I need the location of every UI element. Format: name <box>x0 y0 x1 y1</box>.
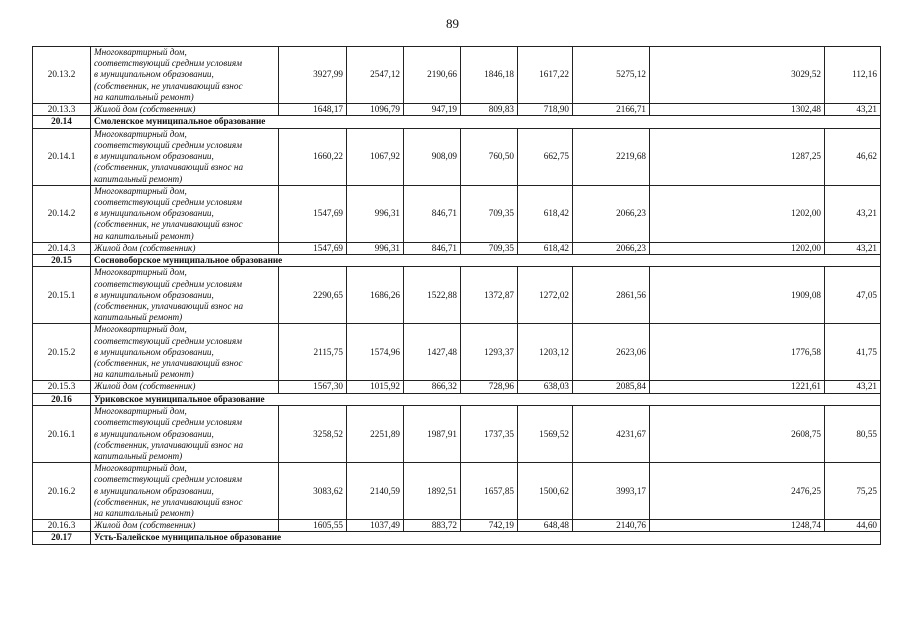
section-row <box>33 532 881 545</box>
value-cell: 996,31 <box>347 185 404 242</box>
description-line: соответствующий средним условиям <box>94 139 242 150</box>
value-cell: 3029,52 <box>650 47 825 104</box>
value-cell: 1293,37 <box>461 324 518 381</box>
row-description <box>91 47 279 104</box>
table-row <box>33 128 881 185</box>
value-cell: 112,16 <box>825 47 881 104</box>
value-cell: 1737,35 <box>461 406 518 463</box>
row-code: 20.15.2 <box>33 324 91 381</box>
value-cell: 618,42 <box>518 185 573 242</box>
description-line: на капитальный ремонт) <box>94 230 194 241</box>
value-cell: 1660,22 <box>279 128 347 185</box>
section-row <box>33 393 881 406</box>
row-code: 20.16.2 <box>33 463 91 520</box>
section-code: 20.17 <box>33 532 91 545</box>
description-line: Жилой дом (собственник) <box>94 520 196 531</box>
value-cell: 2623,06 <box>573 324 650 381</box>
description-line: Многоквартирный дом, <box>94 128 187 139</box>
row-description <box>91 381 279 393</box>
value-cell: 41,75 <box>825 324 881 381</box>
value-cell: 1648,17 <box>279 104 347 116</box>
value-cell: 2861,56 <box>573 267 650 324</box>
description-line: (собственник, не уплачивающий взнос <box>94 219 243 230</box>
value-cell: 846,71 <box>404 242 461 254</box>
table-row <box>33 47 881 104</box>
description-line: в муниципальном образовании, <box>94 151 214 162</box>
value-cell: 1015,92 <box>347 381 404 393</box>
row-code: 20.13.3 <box>33 104 91 116</box>
row-code: 20.15.1 <box>33 267 91 324</box>
description-line: Жилой дом (собственник) <box>94 381 196 392</box>
description-line: соответствующий средним условиям <box>94 335 242 346</box>
value-cell: 3258,52 <box>279 406 347 463</box>
value-cell: 728,96 <box>461 381 518 393</box>
value-cell: 1202,00 <box>650 242 825 254</box>
value-cell: 1574,96 <box>347 324 404 381</box>
section-code: 20.15 <box>33 254 91 267</box>
description-line: на капитальный ремонт) <box>94 508 194 519</box>
value-cell: 1605,55 <box>279 520 347 532</box>
value-cell: 43,21 <box>825 242 881 254</box>
value-cell: 1302,48 <box>650 104 825 116</box>
value-cell: 4231,67 <box>573 406 650 463</box>
row-code: 20.14.2 <box>33 185 91 242</box>
table-row <box>33 406 881 463</box>
value-cell: 1500,62 <box>518 463 573 520</box>
value-cell: 2547,12 <box>347 47 404 104</box>
value-cell: 809,83 <box>461 104 518 116</box>
description-line: Многоквартирный дом, <box>94 267 187 278</box>
section-name: Усть-Балейское муниципальное образование <box>91 532 881 545</box>
value-cell: 43,21 <box>825 381 881 393</box>
table-row <box>33 267 881 324</box>
description-line: в муниципальном образовании, <box>94 69 214 80</box>
value-cell: 46,62 <box>825 128 881 185</box>
value-cell: 947,19 <box>404 104 461 116</box>
value-cell: 1569,52 <box>518 406 573 463</box>
description-line: в муниципальном образовании, <box>94 289 214 300</box>
row-description <box>91 463 279 520</box>
value-cell: 80,55 <box>825 406 881 463</box>
value-cell: 1096,79 <box>347 104 404 116</box>
description-line: Жилой дом (собственник) <box>94 242 196 253</box>
row-description <box>91 185 279 242</box>
value-cell: 2190,66 <box>404 47 461 104</box>
row-code: 20.16.1 <box>33 406 91 463</box>
value-cell: 47,05 <box>825 267 881 324</box>
description-line: соответствующий средним условиям <box>94 58 242 69</box>
description-line: капитальный ремонт) <box>94 451 183 461</box>
description-line: Многоквартирный дом, <box>94 185 187 196</box>
value-cell: 618,42 <box>518 242 573 254</box>
description-line: в муниципальном образовании, <box>94 428 214 439</box>
value-cell: 1686,26 <box>347 267 404 324</box>
value-cell: 2251,89 <box>347 406 404 463</box>
value-cell: 638,03 <box>518 381 573 393</box>
value-cell: 1067,92 <box>347 128 404 185</box>
value-cell: 1221,61 <box>650 381 825 393</box>
value-cell: 883,72 <box>404 520 461 532</box>
page-number: 89 <box>446 16 459 31</box>
value-cell: 1617,22 <box>518 47 573 104</box>
description-line: соответствующий средним условиям <box>94 417 242 428</box>
value-cell: 1272,02 <box>518 267 573 324</box>
section-name: Уриковское муниципальное образование <box>91 393 881 406</box>
table-row <box>33 520 881 532</box>
value-cell: 3927,99 <box>279 47 347 104</box>
value-cell: 996,31 <box>347 242 404 254</box>
row-code: 20.14.3 <box>33 242 91 254</box>
value-cell: 3083,62 <box>279 463 347 520</box>
value-cell: 760,50 <box>461 128 518 185</box>
value-cell: 1202,00 <box>650 185 825 242</box>
value-cell: 1846,18 <box>461 47 518 104</box>
description-line: на капитальный ремонт) <box>94 91 194 102</box>
table-row <box>33 324 881 381</box>
description-line: (собственник, не уплачивающий взнос <box>94 496 243 507</box>
table-row <box>33 242 881 254</box>
row-description <box>91 520 279 532</box>
value-cell: 2476,25 <box>650 463 825 520</box>
value-cell: 2219,68 <box>573 128 650 185</box>
description-line: (собственник, не уплачивающий взнос <box>94 358 243 369</box>
description-line: Жилой дом (собственник) <box>94 104 196 115</box>
description-line: на капитальный ремонт) <box>94 369 194 380</box>
description-line: (собственник, не уплачивающий взнос <box>94 80 243 91</box>
value-cell: 1892,51 <box>404 463 461 520</box>
value-cell: 2140,59 <box>347 463 404 520</box>
tariff-table <box>32 46 881 545</box>
row-description <box>91 267 279 324</box>
row-description <box>91 104 279 116</box>
value-cell: 1657,85 <box>461 463 518 520</box>
description-line: (собственник, уплачивающий взнос на <box>94 439 244 450</box>
value-cell: 1427,48 <box>404 324 461 381</box>
description-line: в муниципальном образовании, <box>94 208 214 219</box>
description-line: Многоквартирный дом, <box>94 324 187 335</box>
value-cell: 2608,75 <box>650 406 825 463</box>
table-row <box>33 185 881 242</box>
section-row <box>33 254 881 267</box>
description-line: Многоквартирный дом, <box>94 463 187 474</box>
description-line: (собственник, уплачивающий взнос на <box>94 301 244 312</box>
description-line: в муниципальном образовании, <box>94 485 214 496</box>
row-description <box>91 128 279 185</box>
value-cell: 5275,12 <box>573 47 650 104</box>
section-code: 20.14 <box>33 116 91 129</box>
section-row <box>33 116 881 129</box>
value-cell: 2085,84 <box>573 381 650 393</box>
value-cell: 1567,30 <box>279 381 347 393</box>
value-cell: 2140,76 <box>573 520 650 532</box>
value-cell: 2115,75 <box>279 324 347 381</box>
value-cell: 718,90 <box>518 104 573 116</box>
value-cell: 43,21 <box>825 185 881 242</box>
section-name: Смоленское муниципальное образование <box>91 116 881 129</box>
value-cell: 1547,69 <box>279 242 347 254</box>
description-line: Многоквартирный дом, <box>94 406 187 417</box>
value-cell: 1248,74 <box>650 520 825 532</box>
value-cell: 866,32 <box>404 381 461 393</box>
value-cell: 846,71 <box>404 185 461 242</box>
value-cell: 44,60 <box>825 520 881 532</box>
value-cell: 709,35 <box>461 242 518 254</box>
value-cell: 648,48 <box>518 520 573 532</box>
description-line: капитальный ремонт) <box>94 173 183 184</box>
description-line: соответствующий средним условиям <box>94 474 242 485</box>
value-cell: 742,19 <box>461 520 518 532</box>
value-cell: 3993,17 <box>573 463 650 520</box>
value-cell: 1776,58 <box>650 324 825 381</box>
value-cell: 908,09 <box>404 128 461 185</box>
table-row <box>33 463 881 520</box>
description-line: Многоквартирный дом, <box>94 47 187 57</box>
value-cell: 1547,69 <box>279 185 347 242</box>
row-code: 20.14.1 <box>33 128 91 185</box>
description-line: соответствующий средним условиям <box>94 278 242 289</box>
value-cell: 1987,91 <box>404 406 461 463</box>
row-description <box>91 324 279 381</box>
table-row <box>33 381 881 393</box>
row-description <box>91 406 279 463</box>
row-code: 20.15.3 <box>33 381 91 393</box>
value-cell: 2066,23 <box>573 242 650 254</box>
value-cell: 1909,08 <box>650 267 825 324</box>
description-line: капитальный ремонт) <box>94 312 183 323</box>
row-code: 20.16.3 <box>33 520 91 532</box>
value-cell: 1372,87 <box>461 267 518 324</box>
table-body <box>33 47 881 545</box>
value-cell: 1037,49 <box>347 520 404 532</box>
value-cell: 709,35 <box>461 185 518 242</box>
value-cell: 1287,25 <box>650 128 825 185</box>
section-code: 20.16 <box>33 393 91 406</box>
description-line: в муниципальном образовании, <box>94 346 214 357</box>
description-line: (собственник, уплачивающий взнос на <box>94 162 244 173</box>
description-line: соответствующий средним условиям <box>94 196 242 207</box>
row-description <box>91 242 279 254</box>
value-cell: 2166,71 <box>573 104 650 116</box>
value-cell: 2290,65 <box>279 267 347 324</box>
section-name: Сосновоборское муниципальное образование <box>91 254 881 267</box>
table-row <box>33 104 881 116</box>
value-cell: 1522,88 <box>404 267 461 324</box>
value-cell: 43,21 <box>825 104 881 116</box>
value-cell: 2066,23 <box>573 185 650 242</box>
row-code: 20.13.2 <box>33 47 91 104</box>
value-cell: 662,75 <box>518 128 573 185</box>
value-cell: 75,25 <box>825 463 881 520</box>
value-cell: 1203,12 <box>518 324 573 381</box>
